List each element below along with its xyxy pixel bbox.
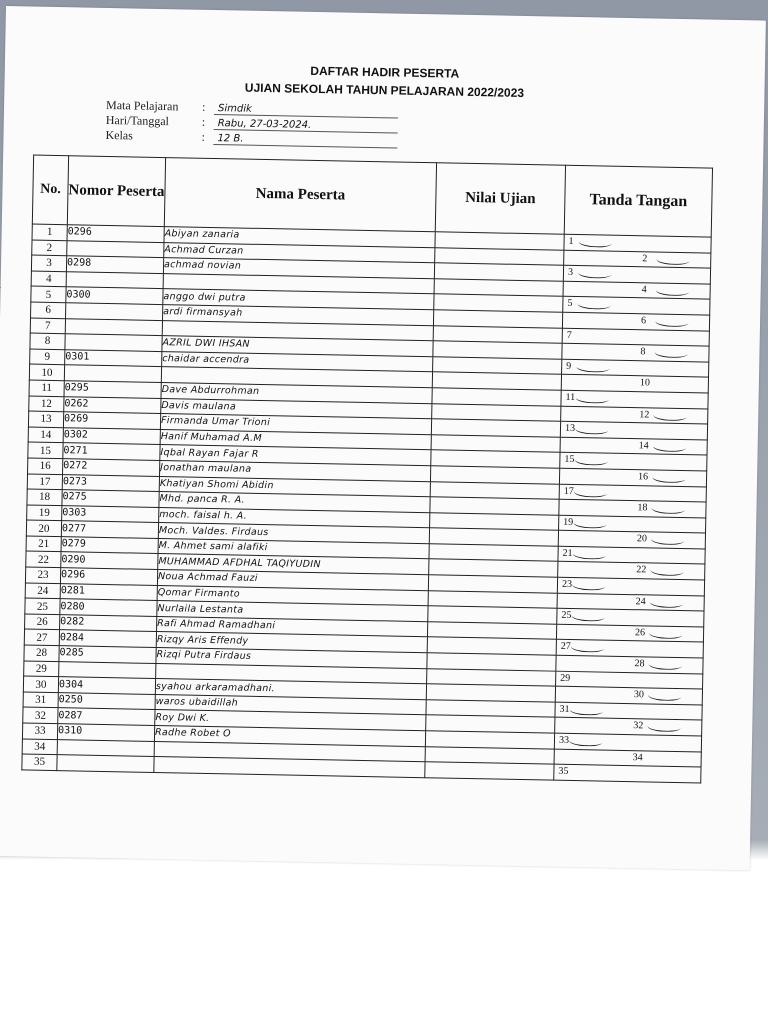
participant-number: 0275	[62, 490, 159, 507]
participant-number: 0303	[62, 505, 159, 522]
participant-number: 0279	[61, 537, 158, 554]
signature-number: 9	[566, 360, 572, 372]
signature-number: 6	[640, 315, 647, 327]
header-nilai-ujian: Nilai Ujian	[435, 163, 565, 234]
row-number: 14	[28, 427, 63, 443]
participant-number: 0269	[63, 412, 160, 429]
participant-number: 0280	[60, 599, 157, 616]
participant-name: Rizqy Aris Effendy	[156, 632, 427, 653]
handwritten-signature	[651, 410, 689, 421]
participant-number: 0301	[65, 349, 162, 366]
signature-number: 20	[636, 533, 647, 545]
row-number: 34	[22, 739, 57, 755]
signature-number: 35	[558, 765, 569, 778]
row-number: 25	[25, 598, 60, 614]
row-number: 21	[26, 536, 61, 552]
row-number: 19	[27, 505, 62, 521]
participant-name: moch. faisal h. A.	[159, 507, 430, 528]
row-number: 35	[22, 754, 57, 770]
handwritten-signature	[574, 362, 612, 373]
participant-name: Qomar Firmanto	[157, 585, 428, 606]
header-nama-peserta: Nama Peserta	[164, 158, 436, 232]
signature-number: 16	[637, 471, 649, 483]
signature-cell	[554, 764, 701, 782]
participant-name: Jonathan maulana	[160, 460, 431, 481]
row-number: 18	[27, 489, 62, 505]
handwritten-signature	[646, 691, 684, 702]
handwritten-signature	[572, 487, 610, 498]
participant-number: 0296	[67, 225, 164, 242]
row-number: 20	[26, 520, 61, 536]
handwritten-signature	[569, 611, 607, 622]
row-number: 4	[31, 271, 66, 287]
signature-number: 11	[565, 391, 576, 403]
signature-number: 17	[563, 485, 574, 497]
participant-number: 0271	[63, 443, 160, 460]
colon: :	[201, 129, 206, 144]
participant-name: anggo dwi putra	[163, 289, 434, 310]
row-number: 30	[23, 676, 58, 692]
signature-number: 18	[637, 502, 648, 514]
row-number: 2	[32, 240, 67, 256]
row-number: 10	[29, 364, 64, 380]
row-number: 32	[23, 707, 58, 723]
attendance-sheet	[0, 6, 766, 870]
subject-value: Simdik	[214, 103, 398, 119]
row-number: 3	[31, 255, 66, 271]
participant-name: Achmad Curzan	[164, 242, 435, 263]
signature-number: 3	[567, 267, 574, 279]
exam-score	[425, 762, 554, 780]
signature-number: 10	[639, 377, 650, 389]
signature-number: 8	[640, 346, 646, 358]
participant-number: 0304	[58, 677, 155, 694]
handwritten-signature	[650, 504, 688, 515]
handwritten-signature	[645, 722, 683, 733]
handwritten-signature	[650, 472, 688, 483]
participant-number: 0302	[63, 427, 160, 444]
class-label: Kelas	[105, 127, 134, 143]
handwritten-signature	[567, 736, 605, 747]
participant-name: MUHAMMAD AFDHAL TAQIYUDIN	[158, 554, 429, 575]
participant-name: ardi firmansyah	[162, 305, 433, 326]
class-value: 12 B.	[213, 133, 397, 149]
handwritten-signature	[653, 317, 691, 328]
participant-number	[57, 739, 154, 756]
row-number: 15	[28, 442, 63, 458]
handwritten-signature	[569, 642, 607, 653]
participant-number: 0290	[61, 552, 158, 569]
participant-name: M. Ahmet sami alafiki	[158, 538, 429, 559]
handwritten-signature	[571, 518, 609, 529]
handwritten-signature	[568, 705, 606, 716]
participant-number: 0300	[66, 287, 163, 304]
row-number: 31	[23, 692, 58, 708]
signature-number: 32	[633, 720, 644, 732]
signature-number: 22	[636, 564, 647, 576]
signature-number: 23	[561, 578, 573, 591]
participant-number: 0281	[60, 583, 157, 600]
document-subtitle: UJIAN SEKOLAH TAHUN PELAJARAN 2022/2023	[244, 80, 525, 100]
participant-number: 0310	[57, 724, 154, 741]
participant-number: 0262	[64, 396, 161, 413]
handwritten-signature	[576, 268, 614, 279]
row-number: 1	[32, 224, 67, 240]
handwritten-signature	[651, 441, 689, 452]
participant-number: 0250	[58, 692, 155, 709]
row-number: 22	[26, 551, 61, 567]
participant-name: Dave Abdurrohman	[161, 382, 432, 403]
attendance-table	[21, 155, 713, 784]
header-nomor-peserta: Nomor Peserta	[67, 156, 165, 227]
row-number: 11	[29, 380, 64, 396]
participant-name: Radhe Robet O	[154, 725, 425, 746]
signature-number: 19	[563, 516, 574, 528]
participant-name: Abiyan zanaria	[164, 227, 435, 248]
participant-name: syahou arkaramadhani.	[155, 679, 426, 700]
exam-info	[105, 98, 398, 149]
row-number: 6	[31, 302, 66, 318]
signature-number: 28	[634, 658, 645, 670]
row-number: 24	[25, 583, 60, 599]
participant-number	[67, 240, 164, 257]
participant-name: Khatiyan Shomi Abidin	[159, 476, 430, 497]
subject-label: Mata Pelajaran	[105, 97, 179, 114]
participant-number	[66, 271, 163, 288]
row-number: 17	[27, 473, 62, 489]
participant-number	[66, 303, 163, 320]
signature-number: 30	[633, 689, 644, 701]
participant-name: achmad novian	[163, 258, 434, 279]
participant-number: 0296	[60, 568, 157, 585]
header-tanda-tangan: Tanda Tangan	[564, 165, 712, 237]
date-value: Rabu, 27-03-2024.	[214, 118, 398, 134]
participant-number	[65, 318, 162, 335]
handwritten-signature	[570, 580, 608, 591]
row-number: 28	[24, 645, 59, 661]
row-number: 7	[30, 318, 65, 334]
participant-name: Rafi Ahmad Ramadhani	[157, 616, 428, 637]
participant-number	[57, 755, 154, 772]
participant-number: 0284	[59, 630, 156, 647]
participant-number: 0298	[66, 256, 163, 273]
colon: :	[201, 114, 206, 129]
handwritten-signature	[648, 597, 686, 608]
handwritten-signature	[648, 566, 686, 577]
row-number: 23	[25, 567, 60, 583]
signature-number: 7	[566, 329, 572, 341]
participant-name: AZRIL DWI IHSAN	[162, 336, 433, 357]
table-body	[22, 224, 711, 783]
signature-number: 33	[558, 734, 570, 746]
signature-number: 21	[562, 547, 573, 559]
colon: :	[201, 99, 206, 114]
handwritten-signature	[649, 535, 687, 546]
participant-name: Hanif Muhamad A.M	[160, 429, 431, 450]
row-number: 9	[30, 349, 65, 365]
handwritten-signature	[575, 299, 613, 310]
row-number: 8	[30, 333, 65, 349]
participant-number: 0273	[62, 474, 159, 491]
participant-name: Firmanda Umar Trioni	[160, 414, 431, 435]
participant-name: Moch. Valdes. Firdaus	[158, 523, 429, 544]
row-number: 5	[31, 286, 66, 302]
participant-name: Davis maulana	[161, 398, 432, 419]
handwritten-signature	[647, 660, 685, 671]
signature-number: 5	[567, 298, 573, 310]
handwritten-signature	[572, 455, 610, 466]
participant-number: 0285	[59, 646, 156, 663]
participant-name: chaidar accendra	[162, 351, 433, 372]
signature-number: 1	[568, 235, 574, 247]
signature-number: 2	[642, 252, 648, 264]
participant-name: Rizqi Putra Firdaus	[156, 648, 427, 669]
row-number: 33	[22, 723, 57, 739]
signature-number: 31	[559, 703, 570, 715]
handwritten-signature	[577, 237, 615, 248]
participant-number	[65, 334, 162, 351]
handwritten-signature	[654, 254, 692, 265]
participant-number: 0272	[63, 459, 160, 476]
participant-name: waros ubaidillah	[155, 694, 426, 715]
signature-number: 15	[564, 454, 575, 466]
signature-number: 4	[641, 284, 647, 296]
signature-number: 25	[561, 610, 572, 622]
participant-number	[64, 365, 161, 382]
participant-name: Noua Achmad Fauzi	[157, 570, 428, 591]
participant-name: Iqbal Rayan Fajar R	[160, 445, 431, 466]
handwritten-signature	[654, 285, 692, 296]
participant-number: 0282	[60, 614, 157, 631]
signature-number: 12	[639, 408, 650, 420]
signature-number: 34	[632, 751, 643, 763]
handwritten-signature	[647, 628, 685, 639]
participant-name: Roy Dwi K.	[155, 710, 426, 731]
participant-name: Nurlaila Lestanta	[157, 601, 428, 622]
row-number: 27	[24, 629, 59, 645]
row-number: 12	[29, 396, 64, 412]
handwritten-signature	[574, 393, 612, 404]
row-number: 13	[28, 411, 63, 427]
signature-number: 26	[634, 627, 646, 639]
signature-number: 24	[635, 595, 646, 608]
participant-number: 0277	[61, 521, 158, 538]
row-number: 26	[25, 614, 60, 630]
participant-name: Mhd. panca R. A.	[159, 492, 430, 513]
header-no: No.	[32, 155, 68, 225]
participant-number	[59, 661, 156, 678]
signature-number: 29	[560, 672, 571, 684]
signature-number: 27	[560, 641, 571, 653]
row-number: 29	[24, 661, 59, 677]
row-number: 16	[28, 458, 63, 474]
handwritten-signature	[573, 424, 611, 435]
date-label: Hari/Tanggal	[105, 112, 170, 129]
table-header-row	[32, 155, 712, 237]
document-title: DAFTAR HADIR PESERTA	[310, 63, 460, 81]
signature-number: 14	[638, 439, 649, 452]
handwritten-signature	[571, 549, 609, 560]
signature-number: 13	[564, 422, 576, 435]
participant-number: 0295	[64, 381, 161, 398]
handwritten-signature	[653, 348, 691, 359]
participant-number: 0287	[58, 708, 155, 725]
